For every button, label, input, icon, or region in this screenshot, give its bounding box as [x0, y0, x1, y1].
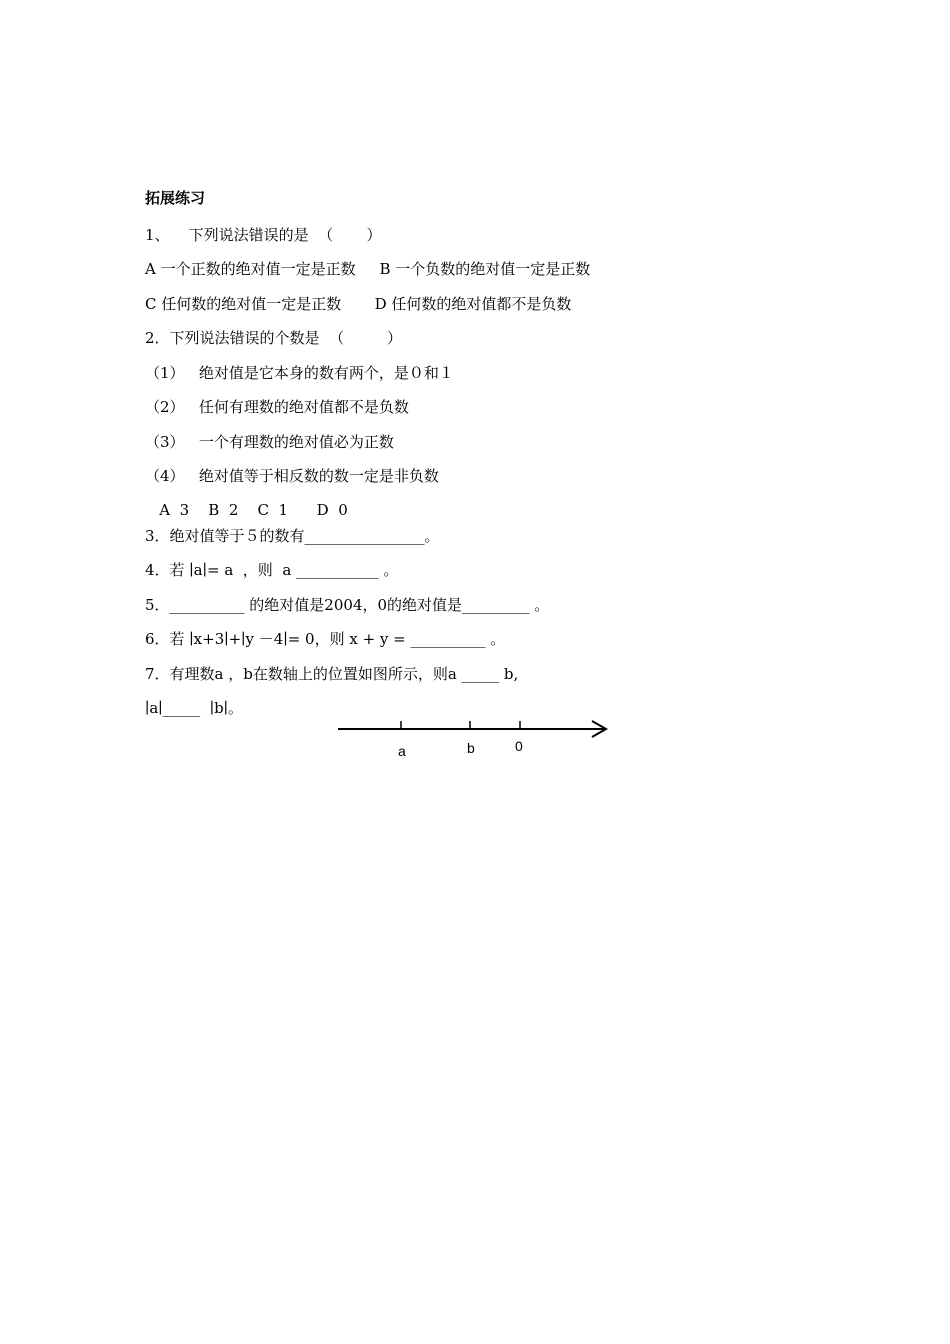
label-b: b [467, 740, 475, 756]
q2-options: A 3 B 2 C 1 D 0 [145, 501, 348, 519]
q1-stem: 1、 下列说法错误的是 （ ） [145, 226, 382, 244]
label-a: a [398, 743, 406, 759]
number-line-figure [330, 712, 620, 762]
q3: 3．绝对值等于５的数有________________。 [145, 527, 440, 545]
q6: 6．若 ∣x+3∣+∣y －4∣= 0，则 x + y = __________ 。 [145, 630, 506, 648]
q1-options-ab: A 一个正数的绝对值一定是正数 B 一个负数的绝对值一定是正数 [145, 260, 591, 278]
q2-stem: 2．下列说法错误的个数是 （ ） [145, 329, 402, 347]
q7-line1: 7．有理数a ，b在数轴上的位置如图所示，则a _____ b, [145, 665, 519, 683]
q2-item-3: （3） 一个有理数的绝对值必为正数 [145, 433, 394, 451]
q4: 4．若 ∣a∣= a ，则 a ___________ 。 [145, 561, 399, 579]
q2-item-1: （1） 绝对值是它本身的数有两个，是０和１ [145, 364, 454, 382]
q7-line2: ∣a∣_____ ∣b∣。 [145, 699, 244, 717]
q2-item-4: （4） 绝对值等于相反数的数一定是非负数 [145, 467, 439, 485]
q1-options-cd: C 任何数的绝对值一定是正数 D 任何数的绝对值都不是负数 [145, 295, 572, 313]
q2-item-2: （2） 任何有理数的绝对值都不是负数 [145, 398, 409, 416]
label-0: 0 [515, 738, 523, 754]
section-title: 拓展练习 [145, 189, 206, 207]
q5: 5．__________ 的绝对值是2004，0的绝对值是_________ 。 [145, 596, 550, 614]
